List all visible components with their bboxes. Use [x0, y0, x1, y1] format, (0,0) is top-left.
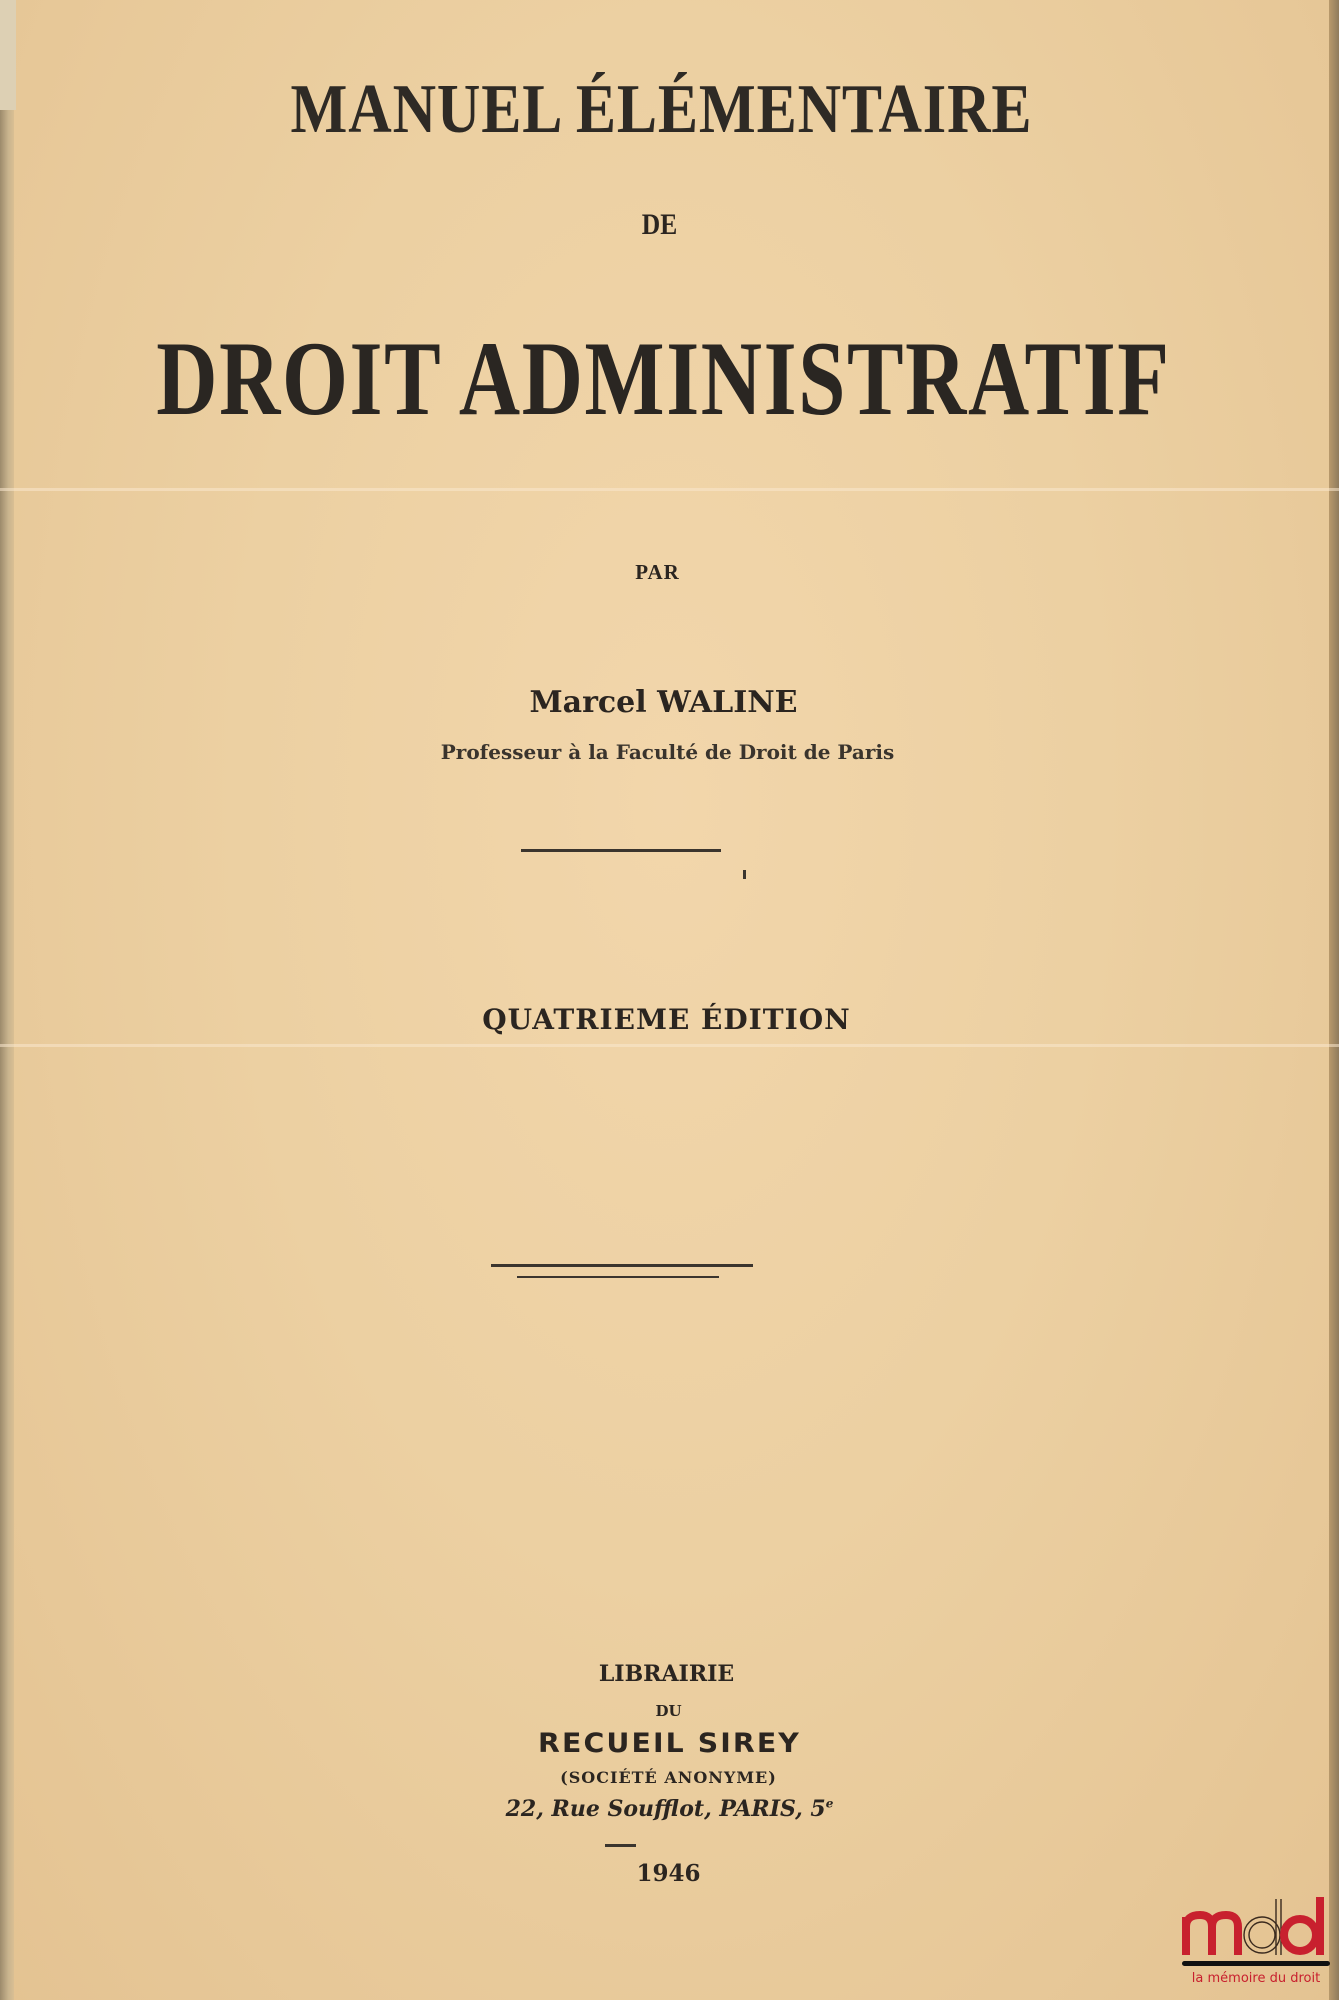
- print-mark: [743, 870, 746, 879]
- year-divider: [605, 1844, 636, 1847]
- publisher-line-1: LIBRAIRIE: [598, 1661, 735, 1687]
- mdd-logo: [1180, 1895, 1332, 1995]
- page-edge-right: [1329, 0, 1339, 2000]
- title-line-2: DROIT ADMINISTRATIF: [156, 320, 1171, 437]
- paper-fold-mark: [0, 1044, 1339, 1047]
- publication-year: 1946: [636, 1860, 701, 1887]
- divider-rule: [521, 849, 721, 852]
- double-divider-bottom: [517, 1276, 719, 1278]
- title-connector: DE: [641, 208, 678, 241]
- address-superscript: e: [825, 1796, 834, 1811]
- logo-tagline: la mémoire du droit: [1191, 1971, 1321, 1986]
- double-divider-top: [491, 1264, 753, 1267]
- title-line-1: MANUEL ÉLÉMENTAIRE: [290, 71, 1033, 148]
- author-name: Marcel WALINE: [529, 685, 798, 720]
- mdd-logo-icon: [1182, 1895, 1330, 1957]
- publisher-address: [0, 1796, 1339, 1822]
- publisher-name: RECUEIL SIREY: [538, 1728, 801, 1759]
- page-binding-left: [0, 0, 14, 2000]
- address-text: 22, Rue Soufflot, PARIS, 5: [505, 1796, 826, 1822]
- binding-tab: [0, 0, 16, 110]
- paper-fold-mark: [0, 488, 1339, 491]
- publisher-line-2: DU: [655, 1702, 682, 1720]
- logo-underline: [1182, 1961, 1330, 1966]
- publisher-company-type: (SOCIÉTÉ ANONYME): [560, 1768, 777, 1787]
- edition-label: QUATRIEME ÉDITION: [482, 1003, 851, 1036]
- by-label: PAR: [635, 560, 680, 584]
- author-affiliation: Professeur à la Faculté de Droit de Paris: [440, 740, 895, 764]
